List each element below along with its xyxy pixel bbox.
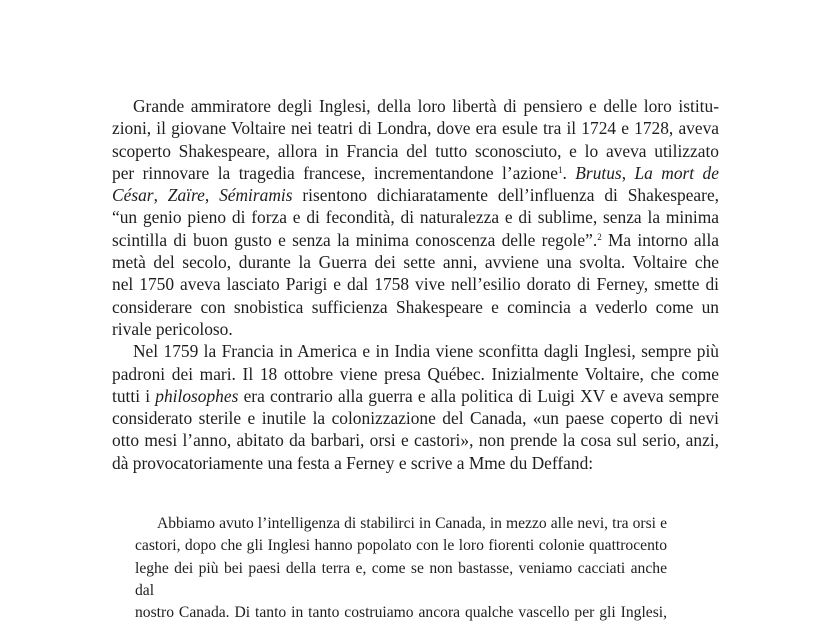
text-line: considerare con snobistica sufficienza Shakespeare e comincia a vederlo come un — [112, 296, 719, 317]
footnote-ref: 1 — [558, 164, 563, 175]
text-line: Grande ammiratore degli Inglesi, della loro libertà di pensiero e delle loro istitu- — [133, 96, 719, 116]
text-run: era contrario alla guerra e alla politica di Luigi XV e aveva sempre — [238, 385, 719, 406]
text-line: Nel 1759 la Francia in America e in India viene sconfitta dagli Inglesi, sempre più — [133, 341, 719, 362]
text-run: . — [562, 162, 576, 183]
work-title: César — [112, 185, 154, 206]
paragraph-2 — [112, 340, 719, 474]
text-run: Ma intorno alla — [601, 229, 720, 250]
text-line: “un genio pieno di forza e di fecondità, di naturalezza e di sublime, senza la minima — [112, 207, 719, 228]
block-quote — [135, 513, 667, 624]
text-line — [112, 229, 719, 251]
quote-line: Abbiamo avuto l’intelligenza di stabilirci in Canada, in mezzo alle nevi, tra orsi e — [157, 515, 667, 532]
text-line: otto mesi l’anno, abitato da barbari, orsi e castori», non prende la cosa sul serio, anzi, — [112, 430, 719, 451]
text-line — [112, 184, 719, 206]
text-line: dà provocatoriamente una festa a Ferney e scrive a Mme du Deffand: — [112, 452, 594, 473]
body-text — [112, 95, 719, 474]
text-line: rivale pericoloso. — [112, 318, 233, 339]
text-run: scintilla di buon gusto e senza la minima conoscenza delle regole”. — [112, 229, 598, 250]
text-line: considerato sterile e inutile la colonizzazione del Canada, «un paese coperto di nevi — [112, 408, 719, 429]
work-title: Zaïre — [167, 185, 205, 206]
text-line — [112, 385, 719, 407]
text-run: , — [621, 162, 635, 183]
quote-line: leghe dei più bei paesi della terra e, come se non bastasse, veniamo cacciati anche dal — [135, 559, 667, 599]
text-line: scoperto Shakespeare, allora in Francia del tutto sconosciuto, e lo aveva utilizzato — [112, 140, 719, 161]
text-line: metà del secolo, durante la Guerra dei sette anni, avviene una svolta. Voltaire che — [112, 252, 719, 273]
text-run: risentono dichiaratamente dell’influenza di Shakespeare, — [292, 185, 720, 206]
quote-line: nostro Canada. Di tanto in tanto costruiamo ancora qualche vascello per gli Inglesi, — [135, 604, 667, 622]
text-run: , — [204, 185, 220, 206]
text-run: tutti i — [112, 385, 156, 406]
work-title: Sémiramis — [219, 185, 293, 206]
paragraph-1 — [112, 95, 719, 340]
text-line: zioni, il giovane Voltaire nei teatri di Londra, dove era esule tra il 1724 e 1728, aveva — [112, 118, 719, 139]
text-run: per rinnovare la tragedia francese, incrementandone l’azione — [112, 162, 559, 183]
footnote-ref: 2 — [597, 231, 602, 242]
work-title: La mort de — [634, 162, 719, 183]
text-line: padroni dei mari. Il 18 ottobre viene presa Québec. Inizialmente Voltaire, che come — [112, 363, 719, 384]
work-title: Brutus — [575, 162, 622, 183]
quote-line: castori, dopo che gli Inglesi hanno popolato con le loro fiorenti colonie quattrocento — [135, 537, 667, 555]
text-run: , — [153, 185, 168, 206]
text-line — [112, 162, 719, 184]
italic-term: philosophes — [155, 385, 239, 406]
text-line: nel 1750 aveva lasciato Parigi e dal 1758 vive nell’esilio dorato di Ferney, smette di — [112, 274, 719, 295]
